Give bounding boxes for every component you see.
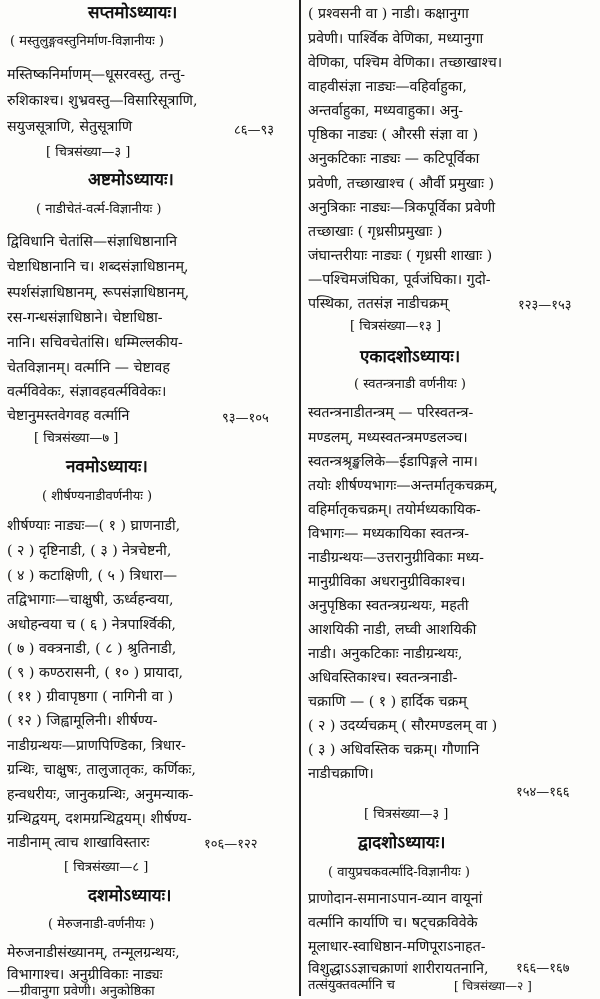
- chapter-12-line: विशुद्धाऽऽज्ञाचक्राणां शारीरायतनानि,: [308, 961, 489, 977]
- chapter-9-subtitle: ( शीर्षण्यनाडीवर्णनीयः ): [42, 489, 153, 504]
- chapter-10-continued-line: ( प्रश्वसनी वा ) नाडी। कक्षानुगा: [308, 6, 469, 22]
- chapter-11-figure-count: [ चित्रसंख्या—३ ]: [364, 808, 448, 821]
- chapter-9-line: ( ४ ) कटाक्षिणी, ( ५ ) त्रिधारा—: [7, 568, 178, 584]
- chapter-8-line: वर्त्मविवेकः, संज्ञावहवर्त्मविवेकः।: [7, 384, 167, 400]
- chapter-11-line: अनुपृष्ठिका स्वतन्त्रग्रन्थयः, महती: [308, 598, 469, 614]
- chapter-12-page-range: १६६—१६७: [516, 961, 570, 976]
- chapter-12-subtitle: ( वायुप्रचकवर्त्मादि-विज्ञानीयः ): [328, 865, 470, 880]
- chapter-8-line: नानि। सचिवचेतांसि। धम्मिल्लकीय-: [7, 335, 183, 351]
- chapter-11-page-range: १५४—१६६: [516, 785, 570, 800]
- chapter-8-heading: अष्टमोऽध्यायः।: [88, 170, 174, 190]
- chapter-10-continued-line: प्रवेणी, तच्छाखाश्च ( और्वी प्रमुखाः ): [308, 176, 495, 192]
- chapter-10-line: मेरुजनाडीसंख्यानम्, तन्मूलग्रन्थयः,: [7, 945, 180, 961]
- chapter-10-line: —ग्रीवानुगा प्रवेणी। अनुकोष्ठिका: [7, 984, 155, 999]
- chapter-9-line: ग्रन्थिद्वयम्, दशमग्रन्थिद्वयम्। शीर्षण्य-: [7, 811, 192, 827]
- chapter-9-line: नाडीनाम् त्वाच शाखाविस्तारः: [7, 835, 150, 851]
- chapter-9-line: ( २ ) दृष्टिनाडी, ( ३ ) नेत्रचेष्टनी,: [7, 543, 172, 559]
- column-divider: [299, 0, 301, 996]
- chapter-9-line: नाडीग्रन्थयः—प्राणपिण्डिका, त्रिधार-: [7, 738, 186, 754]
- chapter-8-line: चेतविज्ञानम्। वर्त्मानि — चेष्टावह: [7, 360, 170, 376]
- chapter-11-heading: एकादशोऽध्यायः।: [360, 347, 461, 367]
- chapter-7-line: मस्तिष्कनिर्माणम्—धूसरवस्तु, तन्तु-: [7, 67, 185, 83]
- chapter-11-line: मानुग्रीविका अधरानुग्रीविकाश्च।: [308, 574, 466, 590]
- chapter-9-line: अधोहन्वया च ( ६ ) नेत्रपार्श्विकी,: [7, 617, 176, 633]
- right-column: [304, 0, 598, 996]
- chapter-12-heading: द्वादशोऽध्यायः।: [358, 833, 446, 853]
- chapter-12-figure-count: [ चित्रसंख्या—२ ]: [454, 980, 532, 992]
- chapter-11-line: विभागः— मध्यकायिका स्वतन्त्र-: [308, 526, 470, 542]
- chapter-9-line: तद्विभागाः—चाक्षुषी, ऊर्ध्वहन्वया,: [7, 592, 174, 608]
- chapter-7-heading: सप्तमोऽध्यायः।: [88, 3, 178, 23]
- chapter-10-continued-line: जंघान्तरीयाः नाड्यः ( गृध्रसी शाखाः ): [308, 248, 493, 264]
- chapter-8-line: चेष्टाधिष्ठानानि च। शब्दसंज्ञाधिष्ठानम्,: [7, 259, 189, 275]
- chapter-10-continued-line: तच्छाखाः ( गृध्रसीप्रमुखाः ): [308, 224, 443, 240]
- chapter-8-line: द्विविधानि चेतांसि—संज्ञाधिष्ठानानि: [7, 234, 177, 250]
- chapter-10-page-range: १२३—१५३: [518, 298, 572, 313]
- chapter-9-line: हन्वधरीयः, जानुकग्रन्थिः, अनुमन्याक-: [7, 787, 194, 803]
- chapter-12-line: प्राणोदान-समानाऽपान-व्यान वायूनां: [308, 891, 483, 907]
- chapter-11-line: स्वतन्त्रश्रृङ्खलिके—ईडापिङ्गले नाम।: [308, 454, 478, 470]
- chapter-10-continued-line: पस्थिका, ततसंज्ञ नाडीचक्रम्: [308, 296, 449, 312]
- chapter-10-continued-line: अनुकटिकाः नाड्यः — कटिपूर्विका: [308, 151, 480, 167]
- chapter-7-page-range: ८६—९३: [234, 123, 275, 138]
- chapter-12-line: तत्संयुक्तवर्त्मानि च: [308, 978, 395, 993]
- chapter-11-line: नाडीग्रन्थयः—उत्तरानुग्रीविकाः मध्य-: [308, 550, 484, 566]
- chapter-11-line: वहिर्मातृकचक्रम्। तयोर्मध्यकायिक-: [308, 502, 481, 518]
- chapter-9-figure-count: [ चित्रसंख्या—८ ]: [64, 861, 148, 874]
- chapter-10-continued-line: वाहवीसंज्ञा नाड्यः—वहिर्वाहुका,: [308, 79, 467, 95]
- chapter-11-subtitle: ( स्वतन्त्रनाडी वर्णनीयः ): [354, 377, 466, 392]
- chapter-7-figure-count: [ चित्रसंख्या—३ ]: [46, 146, 130, 159]
- chapter-7-subtitle: ( मस्तुलुङ्गवस्तुनिर्माण-विज्ञानीयः ): [10, 34, 164, 49]
- left-column: [0, 0, 296, 999]
- chapter-11-line: आशयिकी नाडी, लघ्वी आशयिकी: [308, 622, 477, 638]
- chapter-9-heading: नवमोऽध्यायः।: [66, 457, 148, 477]
- chapter-10-heading: दशमोऽध्यायः।: [88, 886, 172, 906]
- chapter-10-figure-count: [ चित्रसंख्या—१३ ]: [350, 320, 441, 333]
- chapter-9-line: ( ७ ) वक्त्रनाडी, ( ८ ) श्रुतिनाडी,: [7, 641, 177, 657]
- chapter-12-line: मूलाधार-स्वाधिष्ठान-मणिपूराऽनाहत-: [308, 939, 486, 955]
- chapter-10-continued-line: अनुत्रिकाः नाड्यः—त्रिकपूर्विका प्रवेणी: [308, 200, 496, 216]
- chapter-10-line: विभागाश्च। अनुग्रीविकाः नाड्यः: [7, 967, 163, 983]
- chapter-9-page-range: १०६—१२२: [204, 837, 258, 852]
- chapter-10-subtitle: ( मेरुजनाडी-वर्णनीयः ): [48, 917, 155, 932]
- chapter-10-continued-line: —पश्चिमजंघिका, पूर्वजंघिका। गुदो-: [308, 272, 491, 288]
- chapter-8-line: चेष्टानुमस्तवेगवह वर्त्मानि: [7, 408, 130, 424]
- chapter-11-line: अधिवस्तिकाश्च। स्वतन्त्रनाडी-: [308, 670, 458, 686]
- chapter-8-line: रस-गन्धसंज्ञाधिष्ठाने। चेष्टाधिष्ठा-: [7, 310, 163, 326]
- chapter-12-line: वर्त्मानि कार्याणि च। षट्चक्रविवेके: [308, 915, 478, 931]
- chapter-9-line: ( ११ ) ग्रीवापृष्ठगा ( नागिनी वा ): [7, 689, 174, 705]
- chapter-11-line: ( २ ) उदर्य्यचक्रम् ( सौरमण्डलम् वा ): [308, 718, 498, 734]
- chapter-7-line: रुशिकाश्च। शुभ्रवस्तु—विसारिसूत्राणि,: [7, 93, 198, 109]
- chapter-8-line: स्पर्शसंज्ञाधिष्ठानम्, रूपसंज्ञाधिष्ठानम्,: [7, 285, 190, 301]
- chapter-10-continued-line: अन्तर्वाहुका, मध्यवाहुका। अनु-: [308, 103, 464, 119]
- chapter-9-line: ग्रन्थिः, चाक्षुषः, तालुजातृकः, कर्णिकः,: [7, 762, 196, 778]
- chapter-10-continued-line: पृष्ठिका नाड्यः ( औरसी संज्ञा वा ): [308, 127, 479, 143]
- chapter-11-line: नाडी। अनुकटिकाः नाडीग्रन्थयः,: [308, 646, 463, 662]
- chapter-8-figure-count: [ चित्रसंख्या—७ ]: [34, 432, 118, 445]
- chapter-11-line: तयोः शीर्षण्यभागः—अन्तर्मातृकचक्रम्,: [308, 478, 498, 494]
- chapter-11-line: चक्राणि — ( १ ) हार्दिक चक्रम्: [308, 694, 467, 710]
- chapter-11-line: स्वतन्त्रनाडीतन्त्रम् — परिस्वतन्त्र-: [308, 405, 474, 421]
- chapter-10-continued-line: प्रवेणी। पार्श्विक वेणिका, मध्यानुगा: [308, 31, 484, 47]
- chapter-8-subtitle: ( नाडीचेतं-वर्त्म-विज्ञानीयः ): [36, 202, 162, 217]
- chapter-8-page-range: ९३—१०५: [222, 411, 269, 426]
- chapter-9-line: ( ९ ) कण्ठरासनी, ( १० ) प्रायादा,: [7, 665, 184, 681]
- chapter-9-line: ( १२ ) जिह्वामूलिनी। शीर्षण्य-: [7, 713, 158, 729]
- chapter-11-line: मण्डलम्, मध्यस्वतन्त्रमण्डलञ्च।: [308, 430, 468, 446]
- chapter-11-line: नाडीचक्राणि।: [308, 766, 374, 782]
- chapter-11-line: ( ३ ) अधिवस्तिक चक्रम्। गौणानि: [308, 742, 480, 758]
- chapter-9-line: शीर्षण्याः नाड्यः—( १ ) घ्राणनाडी,: [7, 518, 181, 534]
- chapter-10-continued-line: वेणिका, पश्चिम वेणिका। तच्छाखाश्च।: [308, 55, 503, 71]
- chapter-7-line: सयुजसूत्राणि, सेतुसूत्राणि: [7, 119, 133, 135]
